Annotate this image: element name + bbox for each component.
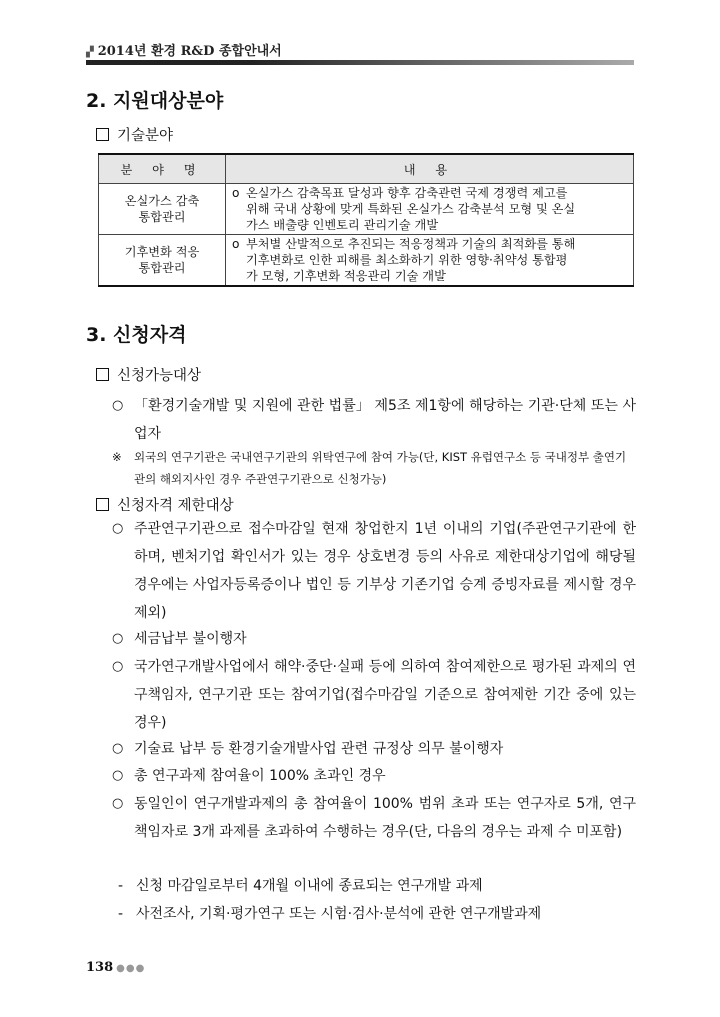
box-item-eligible <box>96 364 201 385</box>
header-rule <box>86 60 634 65</box>
table-row <box>99 184 634 235</box>
running-header <box>86 40 634 59</box>
restriction-text: 국가연구개발사업에서 해약·중단·실패 등에 의하여 참여제한으로 평가된 과제의 연구책임자, 연구기관 또는 참여기업(접수마감일 기준으로 참여제한 기간 중에 있는 경우) <box>134 659 636 731</box>
circle-bullet-icon: ○ <box>112 741 124 756</box>
restriction-item <box>112 790 636 846</box>
content-line: 기후변화로 인한 피해를 최소화하기 위한 영향·취약성 통합평 <box>246 253 568 267</box>
sub-item <box>118 872 636 900</box>
field-name-line: 통합관리 <box>138 210 186 224</box>
dash-bullet-icon: - <box>118 878 124 894</box>
content-cell <box>226 184 634 235</box>
field-name-cell <box>99 184 226 235</box>
table-row <box>99 235 634 287</box>
restriction-text: 총 연구과제 참여율이 100% 초과인 경우 <box>134 768 386 784</box>
note-text: 외국의 연구기관은 국내연구기관의 위탁연구에 참여 가능(단, KIST 유럽연구소 등 국내정부 출연기관의 해외지사인 경우 주관연구기관으로 신청가능) <box>134 450 627 486</box>
section-3-title: 3. 신청자격 <box>86 324 187 346</box>
restriction-text: 주관연구기관으로 접수마감일 현재 창업한지 1년 이내의 기업(주관연구기관에 한하며, 벤처기업 확인서가 있는 경우 상호변경 등의 사유로 제한대상기업에 해당될 경우에는 사업자등록증이나 법인 등 기부상 기존기업 승계 증빙자료를 제시할 경우 제외) <box>134 521 636 621</box>
box-label: 신청가능대상 <box>117 368 202 384</box>
reference-mark-icon: ※ <box>112 450 122 464</box>
section-2-title: 2. 지원대상분야 <box>86 90 224 112</box>
header-title: 2014년 환경 R&D 종합안내서 <box>97 44 282 59</box>
content-line: 가스 배출량 인벤토리 관리기술 개발 <box>246 218 439 232</box>
circle-bullet-icon: o <box>232 237 240 251</box>
restriction-item <box>112 515 636 627</box>
circle-bullet-icon: ○ <box>112 398 124 413</box>
sub-item <box>118 900 636 928</box>
content-cell <box>226 235 634 287</box>
circle-bullet-icon: ○ <box>112 768 124 783</box>
header-field-name: 분 야 명 <box>99 154 226 184</box>
circle-bullet-icon: ○ <box>112 659 124 674</box>
restriction-item <box>112 653 636 737</box>
restriction-item <box>112 762 636 790</box>
page-dots-icon: ●●● <box>116 963 146 974</box>
box-label: 신청자격 제한대상 <box>117 498 234 514</box>
page-number-text: 138 <box>86 960 114 975</box>
sub-item-text: 신청 마감일로부터 4개월 이내에 종료되는 연구개발 과제 <box>136 878 483 894</box>
field-name-cell <box>99 235 226 287</box>
restriction-text: 기술료 납부 등 환경기술개발사업 관련 규정상 의무 불이행자 <box>134 741 504 757</box>
note-item <box>112 446 636 490</box>
field-name-line: 통합관리 <box>138 261 186 275</box>
field-name-line: 온실가스 감축 <box>124 194 200 208</box>
content-line: 가 모형, 기후변화 적응관리 기술 개발 <box>246 269 446 283</box>
box-item-restricted <box>96 494 234 515</box>
sub-item-text: 사전조사, 기획·평가연구 또는 시험·검사·분석에 관한 연구개발과제 <box>136 906 542 922</box>
restriction-item <box>112 625 636 653</box>
square-bullet-icon <box>96 498 109 511</box>
box-label: 기술분야 <box>117 128 174 144</box>
box-item-tech-field <box>96 124 173 145</box>
restriction-text: 세금납부 불이행자 <box>134 631 247 647</box>
dash-bullet-icon: - <box>118 906 124 922</box>
circle-bullet-icon: ○ <box>112 631 124 646</box>
table-header-row <box>99 154 634 184</box>
content-line: 온실가스 감축목표 달성과 향후 감축관련 국제 경쟁력 제고를 <box>246 186 568 200</box>
circle-bullet-icon: o <box>232 186 240 200</box>
restriction-item <box>112 735 636 763</box>
square-bullet-icon <box>96 368 109 381</box>
content-line: 부처별 산발적으로 추진되는 적응정책과 기술의 최적화를 통해 <box>246 237 576 251</box>
square-bullet-icon <box>96 128 109 141</box>
header-content: 내 용 <box>226 154 634 184</box>
circle-bullet-icon: ○ <box>112 521 124 536</box>
content-line: 위해 국내 상황에 맞게 특화된 온실가스 감축분석 모형 및 온실 <box>246 202 576 216</box>
field-name-line: 기후변화 적응 <box>124 245 200 259</box>
restriction-text: 동일인이 연구개발과제의 총 참여율이 100% 범위 초과 또는 연구자로 5개, 연구책임자로 3개 과제를 초과하여 수행하는 경우(단, 다음의 경우는 과제 수 미포함) <box>134 796 636 840</box>
eligible-item <box>112 392 636 448</box>
tech-field-table <box>98 153 634 287</box>
page-number <box>86 960 145 975</box>
eligible-text: 「환경기술개발 및 지원에 관한 법률」 제5조 제1항에 해당하는 기관·단체 또는 사업자 <box>134 398 636 442</box>
header-mark-icon: ▞ <box>86 47 94 58</box>
circle-bullet-icon: ○ <box>112 796 124 811</box>
